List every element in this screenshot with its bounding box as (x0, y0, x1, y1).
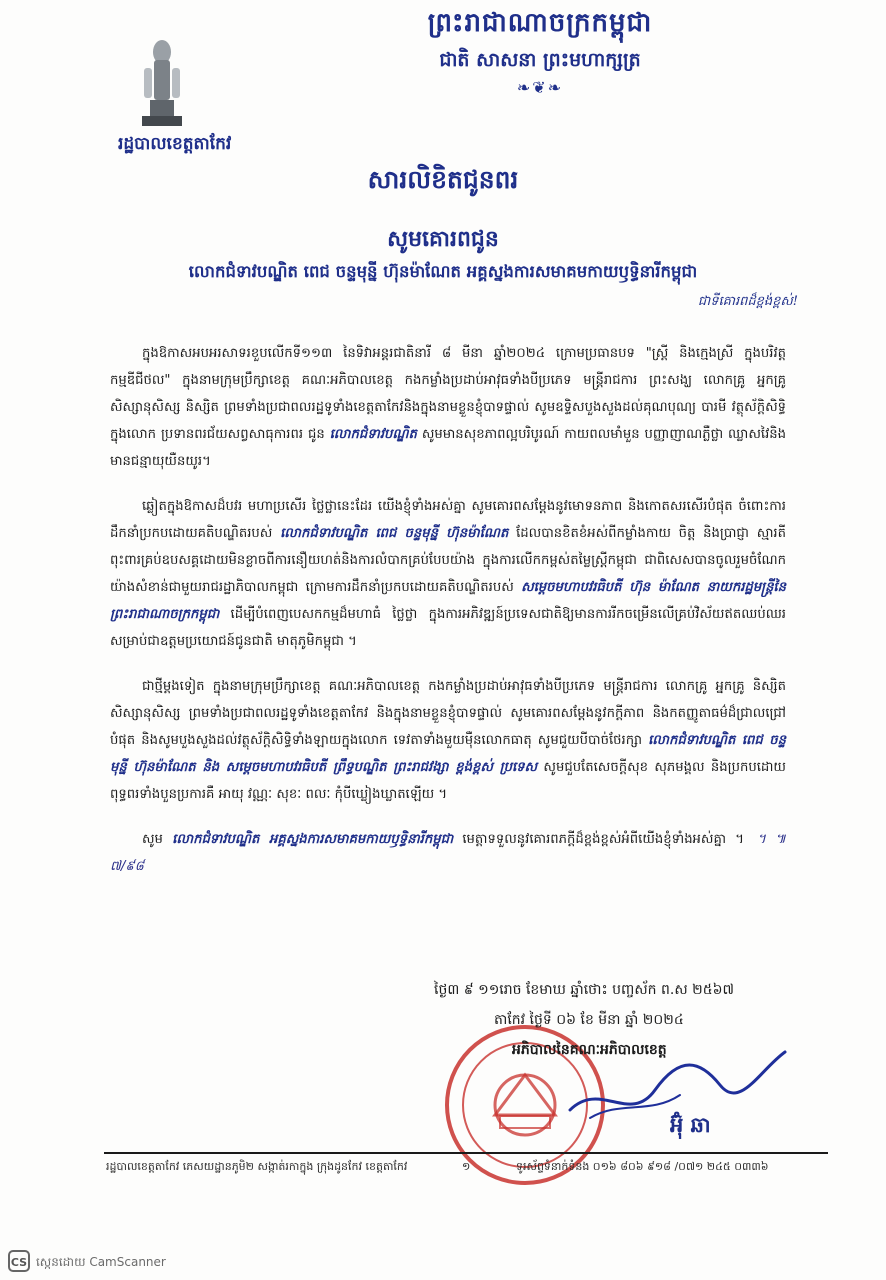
national-motto: ជាតិ សាសនា ព្រះមហាក្សត្រ (439, 49, 641, 71)
kingdom-title: ព្រះរាជាណាចក្រកម្ពុជា (427, 8, 653, 38)
ornament-divider: ❧❦❧ (516, 78, 564, 97)
page-number: ១ (462, 1160, 471, 1173)
signer-name: អ៊ុំ ឆា (670, 1112, 711, 1137)
footer-divider (104, 1152, 828, 1154)
paragraph-3 (110, 673, 786, 808)
lunar-date: ថ្ងៃ៣ ៩ ១១រោច ខែមាឃ ឆ្នាំថោះ បញ្ចស័ក ព.ស ២៥៦៧ (434, 982, 735, 998)
solar-date: តាកែវ ថ្ងៃទី ០៦ ខែ មីនា ឆ្នាំ ២០២៤ (494, 1012, 684, 1028)
paragraph-text: សូម (142, 832, 163, 847)
camscanner-logo-icon: CS (8, 1250, 30, 1272)
highlighted-name: លោកជំទាវបណ្ឌិត ពេជ ចន្ទមុន្នី ហ៊ុនម៉ាណែត (280, 526, 509, 541)
issuing-administration: រដ្ឋបាលខេត្តតាកែវ (118, 134, 232, 154)
signer-title: អភិបាលនៃគណៈអភិបាលខេត្ត (512, 1042, 667, 1058)
paragraph-text: មេត្តាទទួលនូវគោរពភក្តីដ៏ខ្ពង់ខ្ពស់អំពីយើងខ្ញុំទាំងអស់គ្នា ។ (462, 832, 744, 847)
document-title: សារលិខិតជូនពរ (367, 165, 519, 194)
recipient-honorific: ជាទីគោរពដ៏ខ្ពង់ខ្ពស់! (697, 294, 798, 309)
paragraph-text: ដើម្បីបំពេញបេសកកម្មដ៏មហាធំ ថ្លៃថ្លា ក្នុងការអភិវឌ្ឍន៍ប្រទេសជាតិឱ្យមានការរីកចម្រើនលើគ្រប់វិស័យឥតឈប់ឈរ សម្រាប់ជាឧត្តមប្រយោជន៍ជូនជាតិ មាតុភូមិកម្ពុជា ។ (110, 607, 786, 649)
paragraph-text: សូមមានសុខភាពល្អបរិបូរណ៍ កាយពលមាំមួន បញ្ញាញាណភ្លឺថ្លា ឈ្លាសវៃនិងមានជន្មាយុយឺនយូរ។ (110, 427, 786, 469)
footer-phone: ទូរស័ព្ទទំនាក់ទំនង ០១៦ ៨០៦ ៩១៨ /០៧១ ២៤៥ ០៣៣៦ (516, 1160, 769, 1173)
paragraph-4 (110, 826, 786, 880)
paragraph-text: ឆ្លៀតក្នុងឱកាសដ៏បវរ មហាប្រសើរ ថ្លៃថ្លានេះដែរ យើងខ្ញុំទាំងអស់គ្នា សូមគោរពសម្តែងនូវមោទនភាព និងកោតសរសើរបំផុត ចំពោះការដឹកនាំប្រកបដោយគតិបណ្ឌិតរបស់ (110, 499, 786, 541)
letterhead (300, 6, 780, 97)
highlighted-name: លោកជំទាវបណ្ឌិត ពេជ ចន្ទមុន្នី ហ៊ុនម៉ាណែត និង សម្តេចមហាបវរធិបតី ព្រឹទ្ធបណ្ឌិត ព្រះរាជវង្សា ខ្ពង់ខ្ពស់ ប្រទេស (110, 733, 786, 775)
paragraph-2 (110, 493, 786, 655)
handwritten-note: ។ ៕៧/៩៨ (110, 832, 786, 874)
paragraph-text: ក្នុងឱកាសអបអរសាទរខួបលើកទី១១៣ នៃទិវាអន្តរជាតិនារី ៨ មីនា ឆ្នាំ២០២៤ ក្រោមប្រធានបទ "ស្ត្រី និងក្មេងស្រី ក្នុងបរិវត្តកម្មឌីជីថល" ក្នុងនាមក្រុមប្រឹក្សាខេត្ត គណៈអភិបាលខេត្ត កងកម្លាំងប្រដាប់អាវុធទាំងបីប្រភេទ មន្ត្រីរាជការ ព្រះសង្ឃ លោកគ្រូ អ្នកគ្រូ សិស្សានុសិស្ស និស្សិត ព្រមទាំងប្រជាពលរដ្ឋទូទាំងខេត្តតាកែវនិងក្នុងនាមខ្លួនខ្ញុំបាទផ្ទាល់ សូមឧទ្ទិសបួងសួងដល់គុណបុណ្យ បារមី វត្ថុស័ក្តិសិទ្ធិក្នុងលោក ប្រទានពរជ័យសព្វសាធុការពរ ជូន (110, 346, 786, 442)
angkor-emblem-icon (130, 38, 194, 130)
highlighted-name: លោកជំទាវបណ្ឌិត អគ្គស្នងការសមាគមកាយឫទ្ធិនារីកម្ពុជា (172, 832, 454, 847)
highlighted-name: លោកជំទាវបណ្ឌិត (329, 427, 417, 442)
recipient-name: លោកជំទាវបណ្ឌិត ពេជ ចន្ទមុន្នី ហ៊ុនម៉ាណែត អគ្គស្នងការសមាគមកាយឫទ្ធិនារីកម្ពុជា (188, 262, 698, 281)
paragraph-1 (110, 340, 786, 475)
letter-body (110, 340, 786, 898)
footer-address: រដ្ឋបាលខេត្តតាកែវ ភេសយដ្ឋានភូមិ២ សង្កាត់រកាក្នុង ក្រុងដូនកែវ ខេត្តតាកែវ (106, 1160, 408, 1173)
paragraph-text: សូមជួបតែសេចក្តីសុខ សុភមង្គល និងប្រកបដោយពុទ្ធពរទាំងបួនប្រការគឺ អាយុ វណ្ណៈ សុខៈ ពលៈ កុំបីឃ្លៀងឃ្លាតឡើយ ។ (110, 760, 786, 802)
highlighted-name: សម្តេចមហាបវរធិបតី ហ៊ុន ម៉ាណែត នាយករដ្ឋមន្ត្រីនៃព្រះរាជាណាចក្រកម្ពុជា (110, 580, 786, 622)
paragraph-text: ជាថ្មីម្តងទៀត ក្នុងនាមក្រុមប្រឹក្សាខេត្ត គណៈអភិបាលខេត្ត កងកម្លាំងប្រដាប់អាវុធទាំងបីប្រភេទ មន្ត្រីរាជការ លោកគ្រូ អ្នកគ្រូ និស្សិត សិស្សានុសិស្ស ព្រមទាំងប្រជាពលរដ្ឋទូទាំងខេត្តតាកែវ និងក្នុងនាមខ្លួនខ្ញុំបាទផ្ទាល់ សូមគោរពសម្តែងនូវកក្តីភាព និងកតញ្ញូតាធម៌ដ៏ជ្រាលជ្រៅបំផុត និងសូមបួងសួងដល់វត្ថុស័ក្តិសិទ្ធិទាំងឡាយក្នុងលោក ទេវតាទាំងមួយម៉ឺនលោកធាតុ សូមជួយបីបាច់ថែរក្សា (110, 679, 786, 748)
paragraph-text: ដែលបានខិតខំអស់ពីកម្លាំងកាយ ចិត្ត និងប្រាជ្ញា ស្មារតី ពុះពារគ្រប់ឧបសគ្គដោយមិនខ្លាចពីការនឿយហត់និងការលំបាកគ្រប់បែបយ៉ាង ក្នុងការលើកកម្ពស់តម្លៃស្ត្រីកម្ពុជា ជាពិសេសបានចូលរួមចំណែកយ៉ាងសំខាន់ជាមួយរាជរដ្ឋាភិបាលកម្ពុជា ក្រោមការដឹកនាំប្រកបដោយគតិបណ្ឌិតរបស់ (110, 526, 786, 595)
scanner-watermark: ស្កេនដោយ CamScanner (36, 1255, 166, 1269)
salutation: សូមគោរពជូន (387, 226, 499, 252)
